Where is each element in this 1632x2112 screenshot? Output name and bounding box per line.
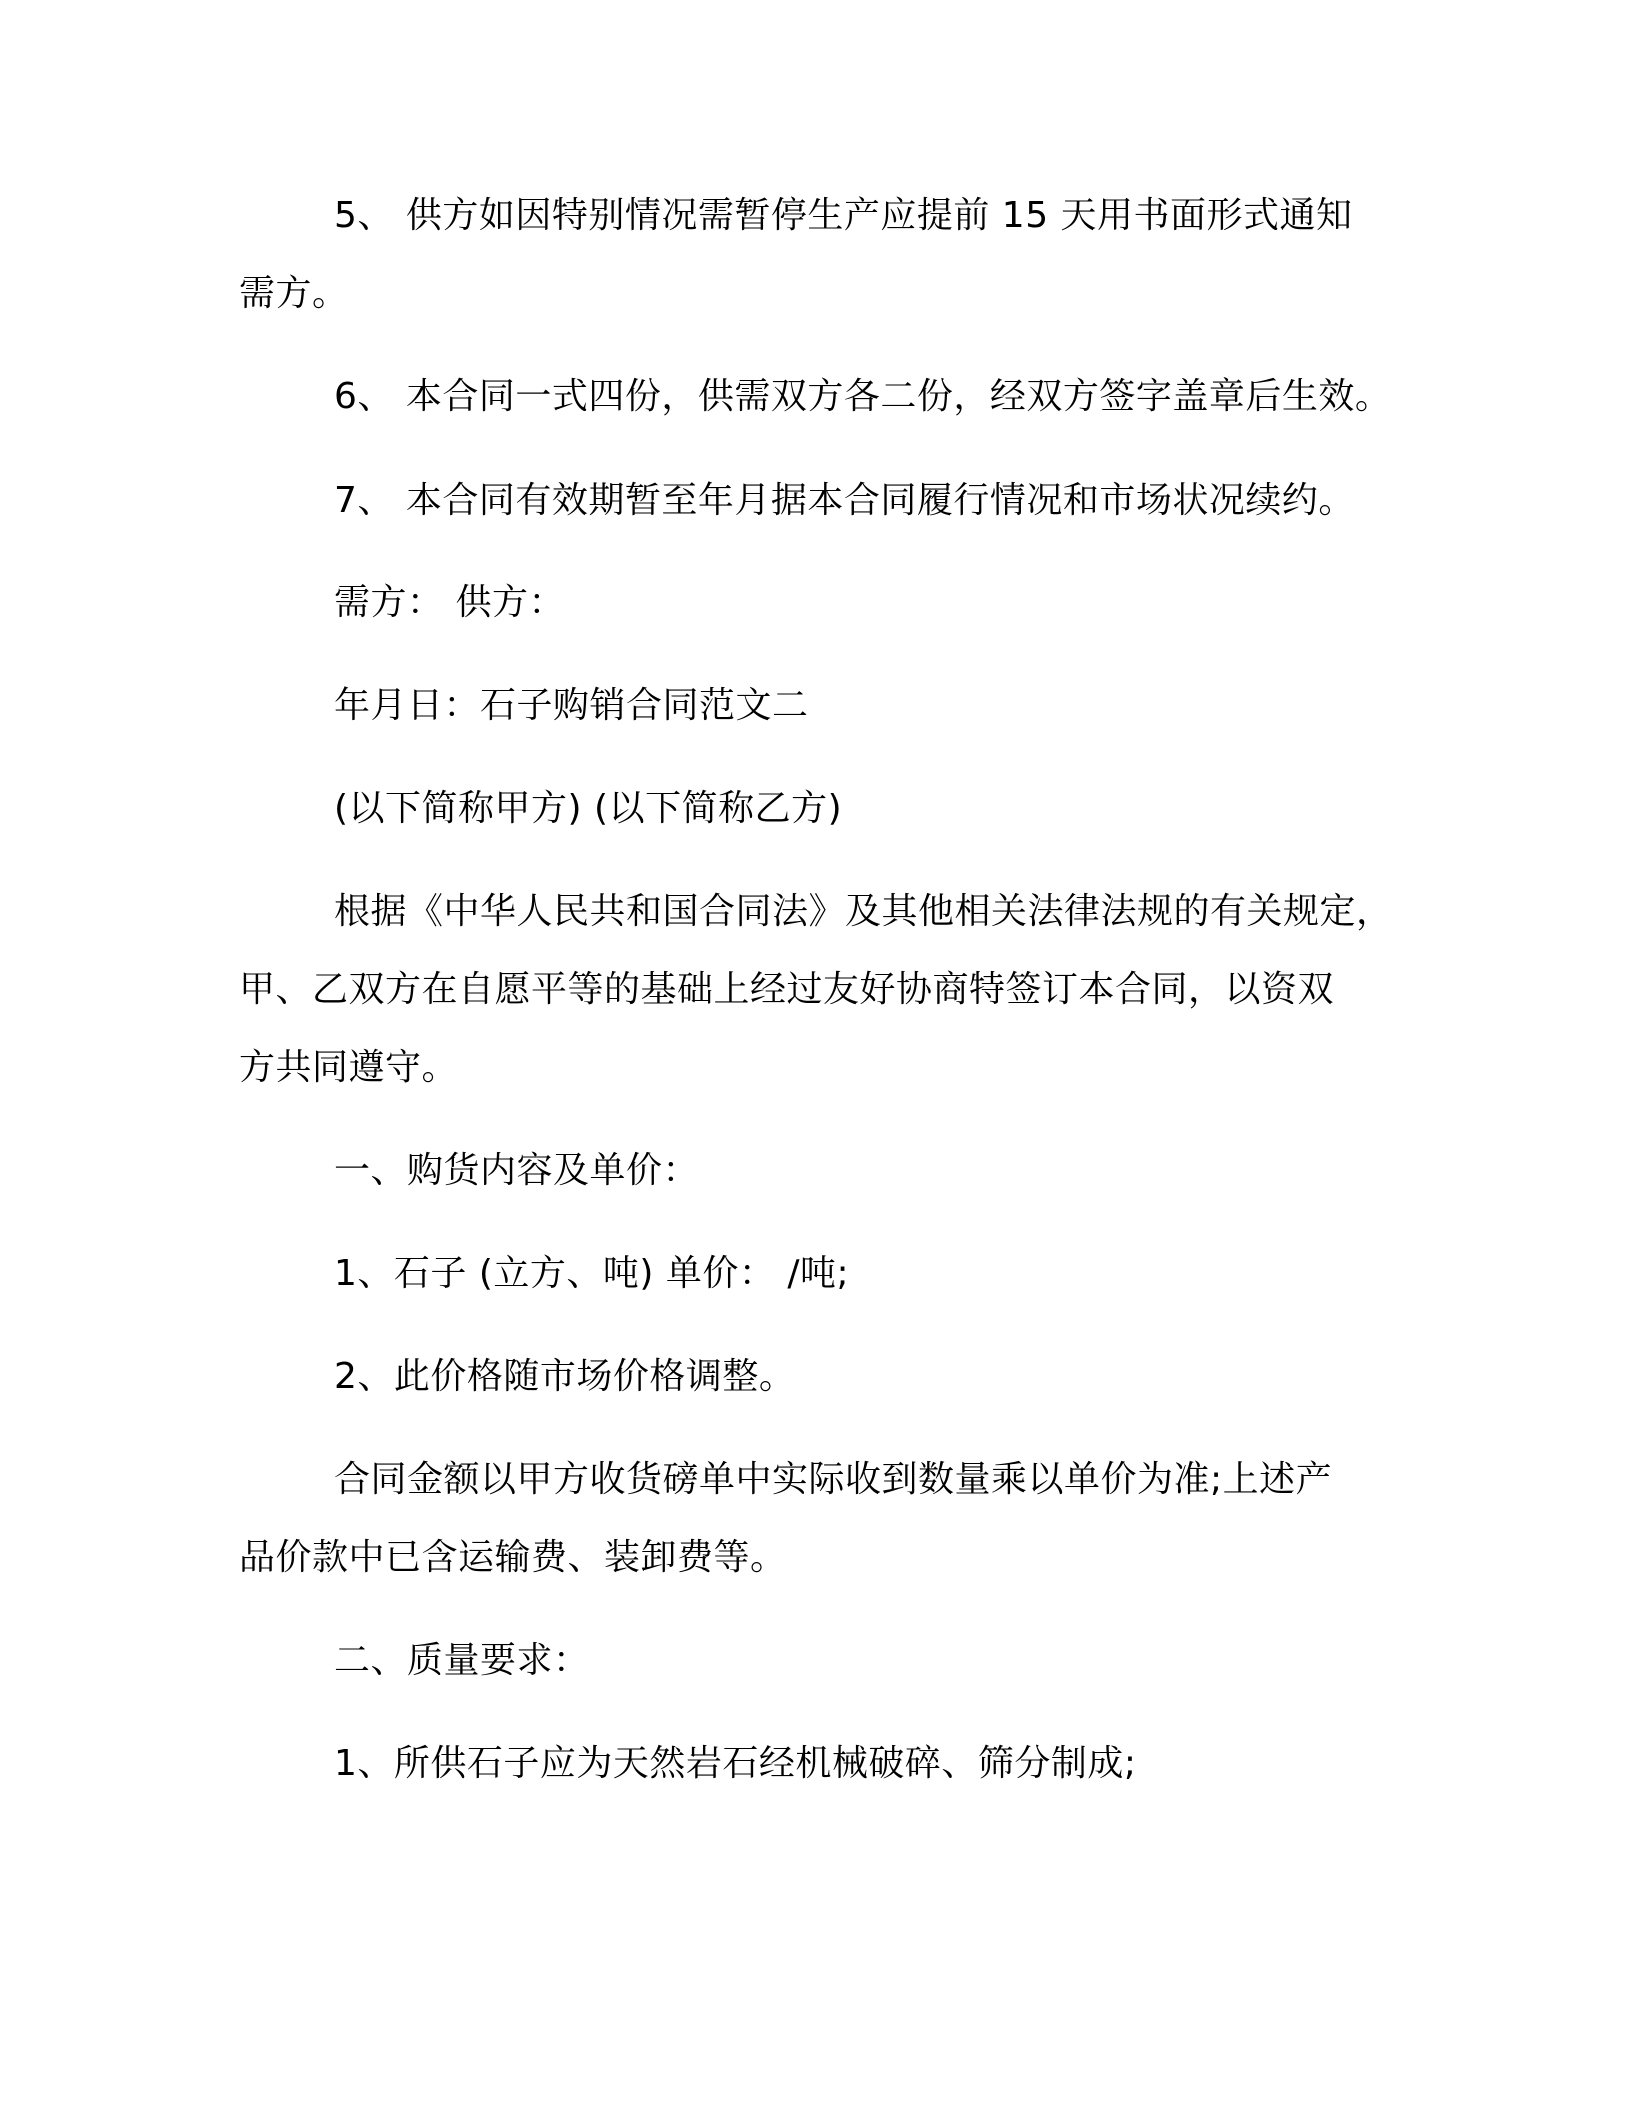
date-and-title: 年月日：石子购销合同范文二 (334, 685, 809, 726)
section-1-heading: 一、购货内容及单价： (334, 1150, 700, 1191)
signature-parties: 需方： 供方： (334, 582, 565, 623)
party-abbreviations: (以下简称甲方) (以下简称乙方) (334, 788, 843, 829)
section-2-heading: 二、质量要求： (334, 1640, 590, 1681)
clause-5-line-2: 需方。 (239, 273, 349, 314)
contract-amount-line-1: 合同金额以甲方收货磅单中实际收到数量乘以单价为准;上述产 (334, 1459, 1333, 1500)
contract-amount-line-2: 品价款中已含运输费、装卸费等。 (239, 1537, 787, 1578)
clause-6: 6、 本合同一式四份，供需双方各二份，经双方签字盖章后生效。 (334, 376, 1392, 417)
preamble-line-3: 方共同遵守。 (239, 1047, 459, 1088)
preamble-line-2: 甲、乙双方在自愿平等的基础上经过友好协商特签订本合同，以资双 (239, 969, 1335, 1010)
section-2-item-1: 1、所供石子应为天然岩石经机械破碎、筛分制成; (334, 1743, 1137, 1784)
clause-5-line-1: 5、 供方如因特别情况需暂停生产应提前 15 天用书面形式通知 (334, 195, 1353, 236)
clause-7: 7、 本合同有效期暂至年月据本合同履行情况和市场状况续约。 (334, 480, 1355, 521)
section-1-item-2: 2、此价格随市场价格调整。 (334, 1356, 796, 1397)
section-1-item-1: 1、石子 (立方、吨) 单价： /吨; (334, 1253, 850, 1294)
preamble-line-1: 根据《中华人民共和国合同法》及其他相关法律法规的有关规定， (334, 891, 1393, 932)
